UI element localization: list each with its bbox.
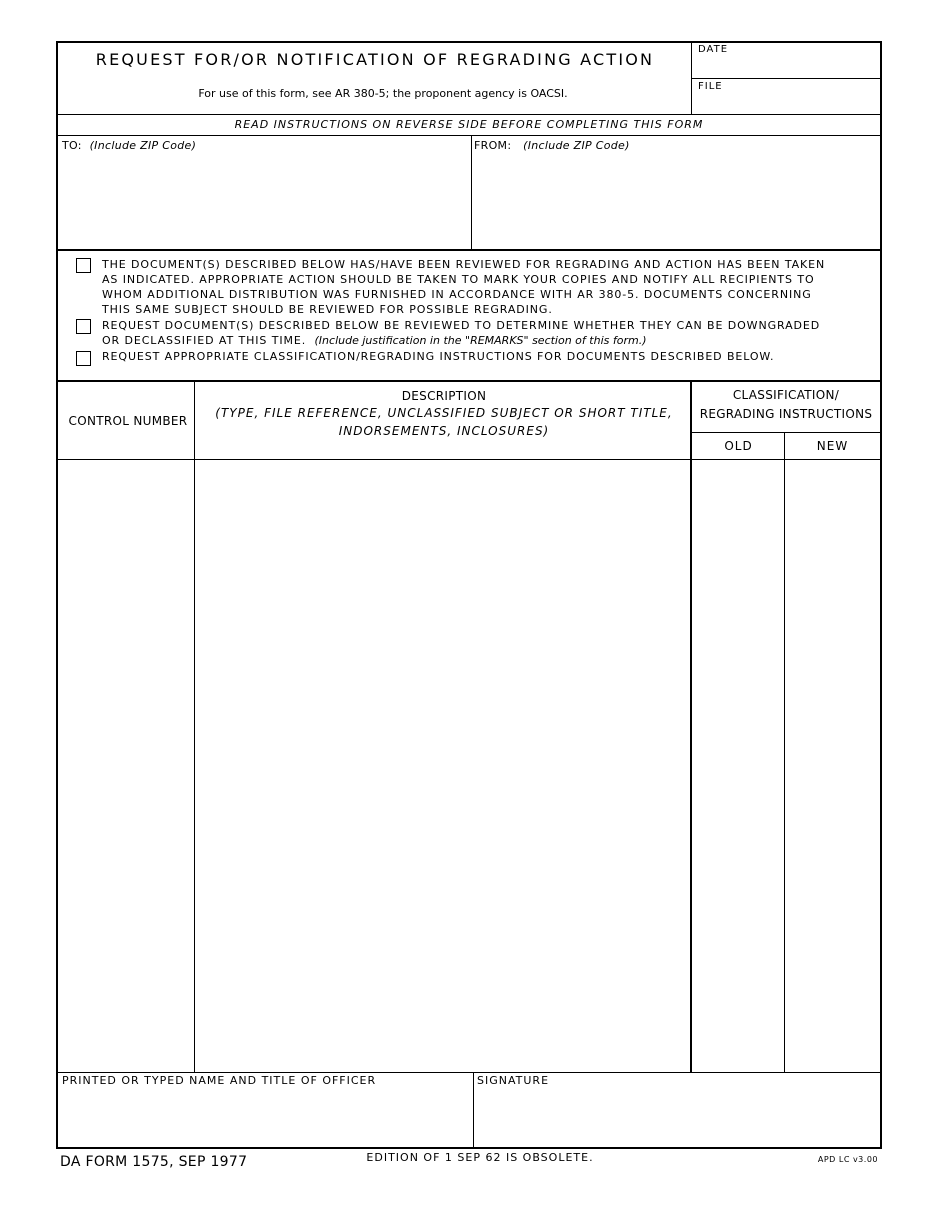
date-label: DATE bbox=[698, 44, 729, 55]
description-header: DESCRIPTION bbox=[401, 389, 487, 403]
classification-subheader-line bbox=[691, 432, 881, 433]
new-header: NEW bbox=[816, 439, 849, 453]
date-field[interactable] bbox=[693, 56, 880, 77]
from-address-field[interactable] bbox=[473, 155, 879, 249]
from-hint: (Include ZIP Code) bbox=[523, 139, 630, 152]
to-hint: (Include ZIP Code) bbox=[89, 139, 197, 152]
option-instructions-checkbox[interactable] bbox=[76, 351, 91, 366]
officer-name-field[interactable] bbox=[58, 1089, 471, 1146]
date-file-divider bbox=[691, 78, 881, 79]
option-instructions-text: REQUEST APPROPRIATE CLASSIFICATION/REGRADING INSTRUCTIONS FOR DOCUMENTS DESCRIBED BELOW. bbox=[102, 350, 775, 363]
instructions-banner: READ INSTRUCTIONS ON REVERSE SIDE BEFORE COMPLETING THIS FORM bbox=[234, 118, 704, 131]
old-classification-column-field[interactable] bbox=[693, 461, 783, 1071]
old-new-divider bbox=[784, 432, 785, 1072]
options-bottom-line bbox=[57, 380, 881, 382]
form-title: REQUEST FOR/OR NOTIFICATION OF REGRADING ACTION bbox=[95, 50, 655, 69]
control-number-column-field[interactable] bbox=[58, 461, 193, 1071]
option-review-request-label: REQUEST DOCUMENT(S) DESCRIBED BELOW BE REVIEWED TO DETERMINE WHETHER THEY CAN BE DOWNGRADED OR DECLASSIFIED AT THIS TIME. bbox=[102, 319, 821, 347]
control-number-header: CONTROL NUMBER bbox=[68, 414, 188, 428]
file-field[interactable] bbox=[693, 94, 880, 113]
to-from-divider bbox=[471, 136, 472, 250]
signature-field[interactable] bbox=[475, 1089, 879, 1146]
edition-notice: EDITION OF 1 SEP 62 IS OBSOLETE. bbox=[366, 1151, 594, 1164]
table-header-bottom-line bbox=[57, 459, 881, 460]
old-header: OLD bbox=[724, 439, 753, 453]
signature-divider bbox=[473, 1072, 474, 1148]
table-bottom-line bbox=[57, 1072, 881, 1073]
classification-header-line-2: REGRADING INSTRUCTIONS bbox=[699, 407, 873, 421]
from-label bbox=[474, 139, 630, 152]
option-review-request-checkbox[interactable] bbox=[76, 319, 91, 334]
new-classification-column-field[interactable] bbox=[786, 461, 879, 1071]
signature-label: SIGNATURE bbox=[477, 1074, 550, 1087]
header-bottom-line bbox=[57, 114, 881, 115]
from-label-text: FROM: bbox=[474, 139, 512, 152]
file-label: FILE bbox=[698, 81, 723, 92]
version-code: APD LC v3.00 bbox=[817, 1155, 878, 1164]
control-description-divider bbox=[194, 381, 195, 1072]
form-id: DA FORM 1575, SEP 1977 bbox=[60, 1154, 248, 1170]
description-classification-divider bbox=[690, 381, 692, 1072]
classification-header-line-1: CLASSIFICATION/ bbox=[732, 388, 840, 402]
to-label-text: TO: bbox=[62, 139, 82, 152]
option-review-request-text bbox=[102, 318, 842, 348]
description-hint-line-1: (TYPE, FILE REFERENCE, UNCLASSIFIED SUBJECT OR SHORT TITLE, bbox=[215, 406, 673, 420]
description-hint-line-2: INDORSEMENTS, INCLOSURES) bbox=[338, 424, 550, 438]
banner-bottom-line bbox=[57, 135, 881, 136]
officer-name-label: PRINTED OR TYPED NAME AND TITLE OF OFFICER bbox=[62, 1074, 377, 1087]
description-column-field[interactable] bbox=[196, 461, 689, 1071]
to-label bbox=[62, 139, 196, 152]
option-reviewed-checkbox[interactable] bbox=[76, 258, 91, 273]
address-bottom-line bbox=[57, 249, 881, 251]
option-review-request-note: (Include justification in the "REMARKS" section of this form.) bbox=[314, 334, 647, 347]
form-subtitle: For use of this form, see AR 380-5; the proponent agency is OACSI. bbox=[198, 87, 568, 100]
option-reviewed-text: THE DOCUMENT(S) DESCRIBED BELOW HAS/HAVE BEEN REVIEWED FOR REGRADING AND ACTION HAS BEEN TAKEN AS INDICATED. APPROPRIATE ACTION SHOULD BE TAKEN TO MARK YOUR COPIES AND NOTIFY ALL RECIPIENTS TO WHOM ADDITIONAL DISTRIBUTION WAS FURNISHED IN ACCORDANCE WITH AR 380-5. DOCUMENTS CONCERNING THIS SAME SUBJECT SHOULD BE REVIEWED FOR POSSIBLE REGRADING. bbox=[102, 258, 826, 316]
to-address-field[interactable] bbox=[58, 155, 470, 249]
